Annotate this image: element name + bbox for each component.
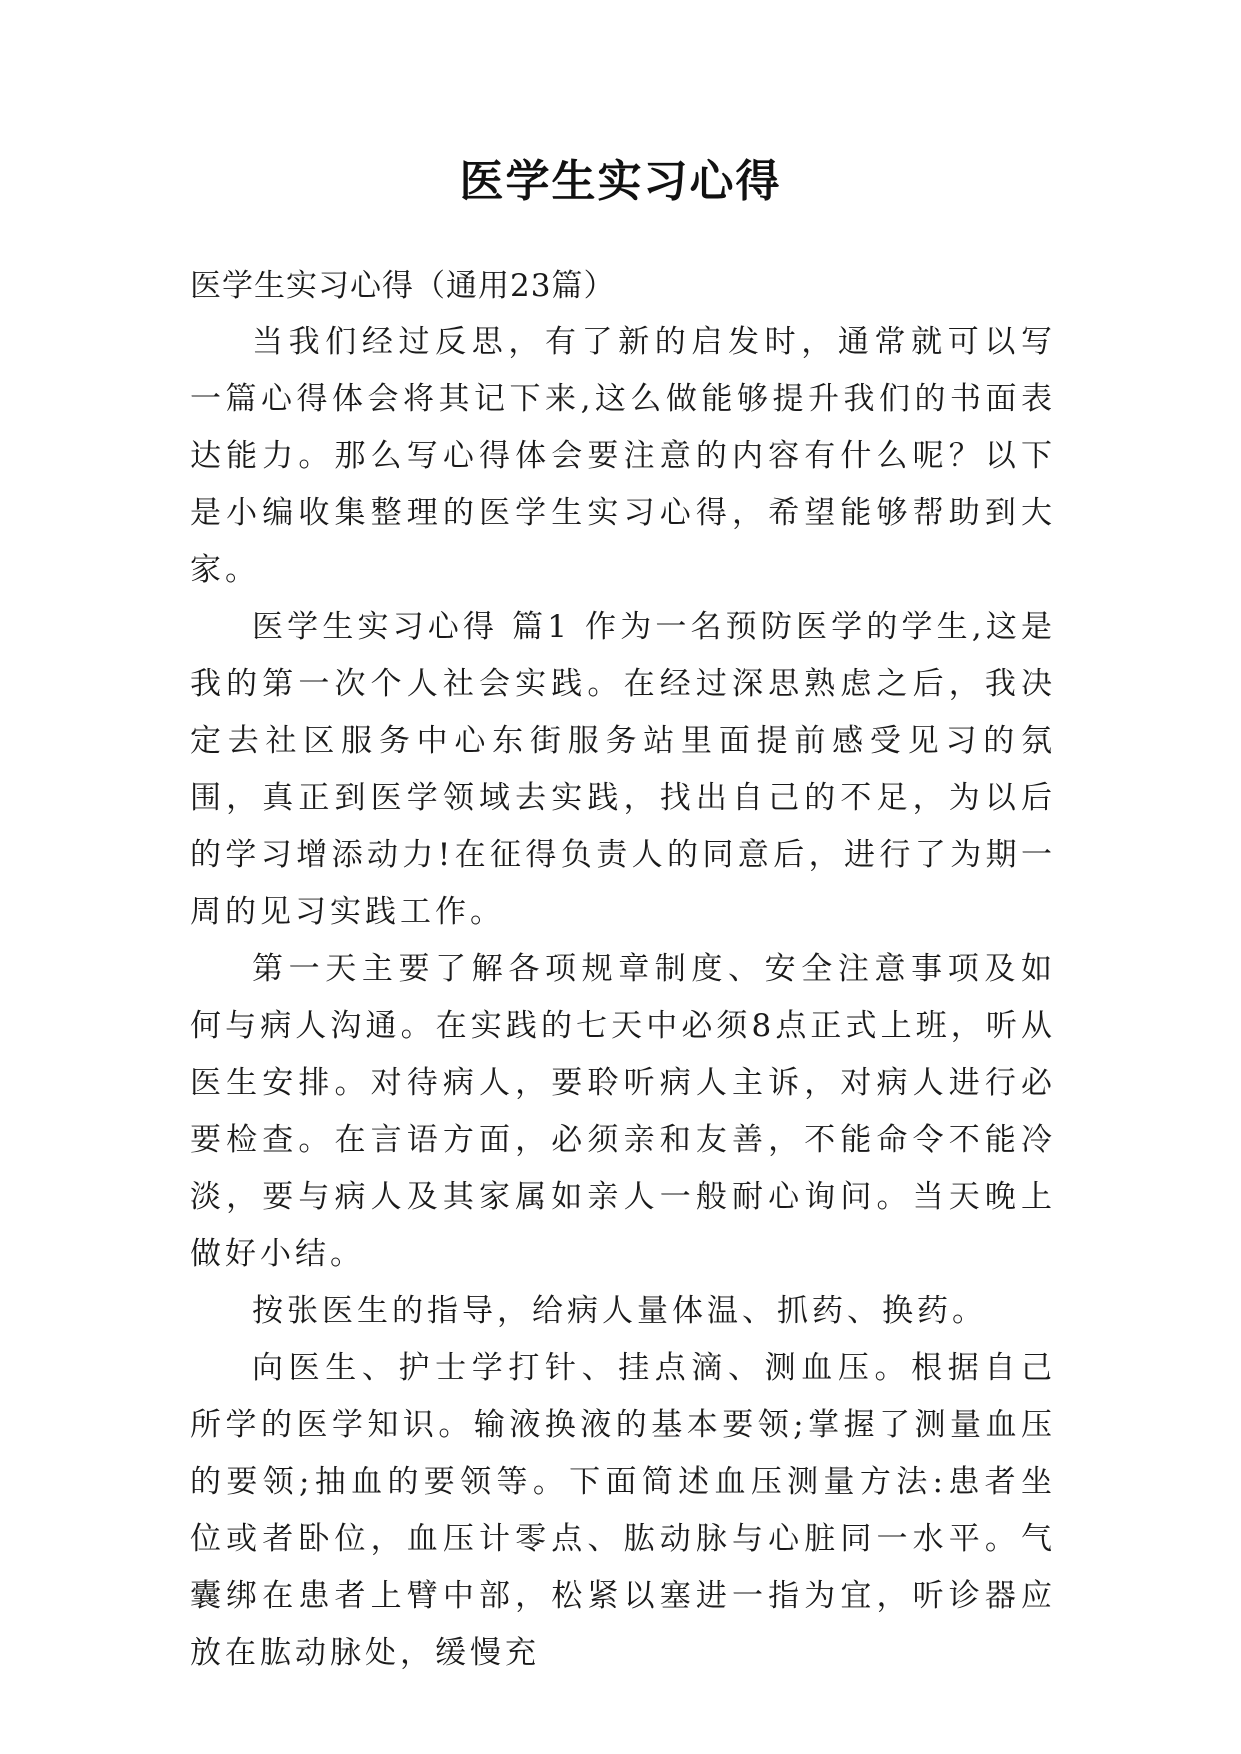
paragraph-chapter-1: 医学生实习心得 篇1 作为一名预防医学的学生,这是我的第一次个人社会实践。在经过深思熟虑之后，我决定去社区服务中心东街服务站里面提前感受见习的氛围，真正到医学领域去实践，找出自己的不足，为以后的学习增添动力!在征得负责人的同意后，进行了为期一周的见习实践工作。 (190, 609, 1056, 930)
document-body (190, 258, 1056, 1682)
document-title: 医学生实习心得 (459, 156, 782, 207)
document-subtitle: 医学生实习心得（通用23篇） (190, 268, 616, 304)
paragraph-blood-pressure: 向医生、护士学打针、挂点滴、测血压。根据自己所学的医学知识。输液换液的基本要领;掌握了测量血压的要领;抽血的要领等。下面简述血压测量方法:患者坐位或者卧位，血压计零点、肱动脉与心脏同一水平。气囊绑在患者上臂中部，松紧以塞进一指为宜，听诊器应放在肱动脉处，缓慢充 (190, 1350, 1056, 1671)
paragraph-guidance: 按张医生的指导，给病人量体温、抓药、换药。 (252, 1293, 987, 1329)
paragraph-first-day: 第一天主要了解各项规章制度、安全注意事项及如何与病人沟通。在实践的七天中必须8点正式上班，听从医生安排。对待病人，要聆听病人主诉，对病人进行必要检查。在言语方面，必须亲和友善，不能命令不能冷淡，要与病人及其家属如亲人一般耐心询问。当天晚上做好小结。 (190, 951, 1056, 1272)
paragraph-intro: 当我们经过反思，有了新的启发时，通常就可以写一篇心得体会将其记下来,这么做能够提升我们的书面表达能力。那么写心得体会要注意的内容有什么呢？以下是小编收集整理的医学生实习心得，希望能够帮助到大家。 (190, 324, 1056, 588)
